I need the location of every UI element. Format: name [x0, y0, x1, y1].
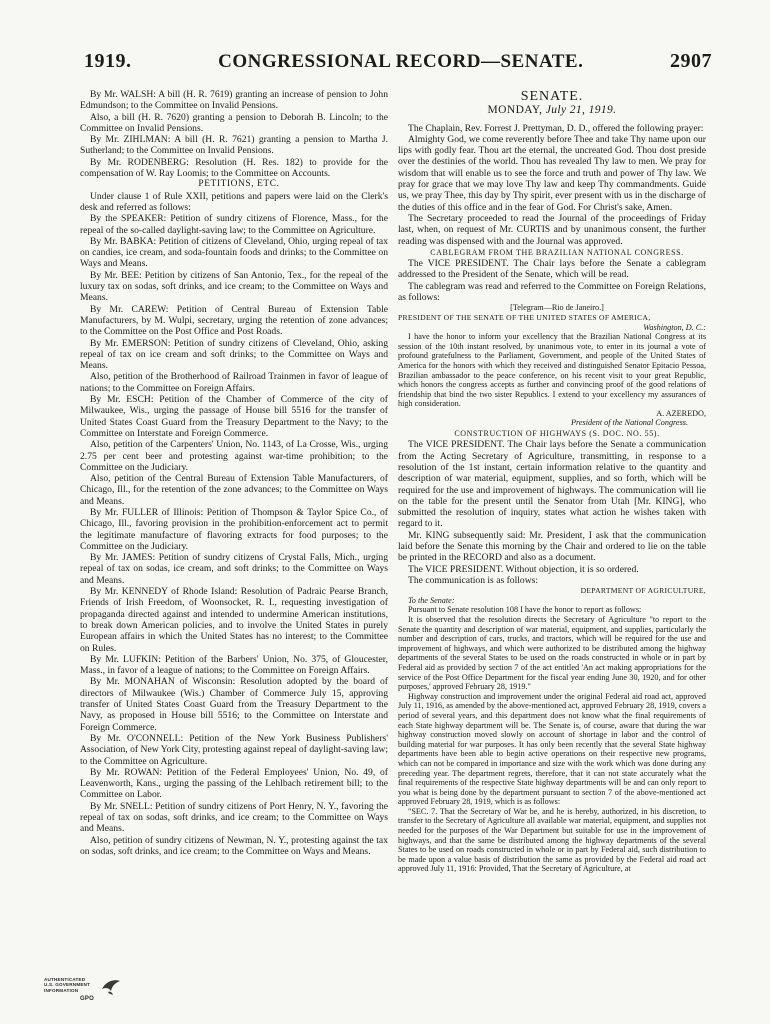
paragraph: Mr. KING subsequently said: Mr. President, I ask that the communication laid before the Senate this morning by the Chair and ordered to lie on the table be printed in the RECORD and also as a document. — [398, 529, 706, 564]
paragraph: By Mr. BABKA: Petition of citizens of Cleveland, Ohio, urging repeal of tax on candies, ice cream, and soda-fountain foods and drinks; to the Committee on Ways and Means. — [80, 235, 388, 270]
header-page-number: 2907 — [669, 50, 712, 72]
paragraph: By the SPEAKER: Petition of sundry citizens of Florence, Mass., for the repeal of the so-called daylight-saving law; to the Committee on Agriculture. — [80, 213, 388, 236]
senate-heading: SENATE. — [520, 89, 584, 104]
paragraph: Under clause 1 of Rule XXII, petitions and papers were laid on the Clerk's desk and referred as follows: — [80, 190, 388, 213]
section-heading-petitions: PETITIONS, ETC. — [198, 179, 280, 190]
session-date — [398, 105, 706, 116]
header-title: CONGRESSIONAL RECORD—SENATE. — [218, 51, 584, 72]
cable-location: Washington, D. C.: — [643, 322, 706, 332]
right-column — [398, 89, 706, 874]
cable-body — [398, 332, 706, 409]
paragraph: Also, petition of the Carpenters' Union, No. 1143, of La Crosse, Wis., urging 2.75 per cent beer and protesting against war-time prohibition; to the Committee on the Judiciary. — [80, 439, 388, 473]
paragraph: Also, petition of the Brotherhood of Railroad Trainmen in favor of league of nations; to the Committee on Foreign Affairs. — [80, 371, 388, 394]
paragraph: It is observed that the resolution directs the Secretary of Agriculture "to report to the Senate the quantity and description of war material, equipment, and supplies, particularly the number and description of cars, trucks, and tractors, which will be required for the use and improvement of highways, and which were authorized to be distributed among the highway departments of the several States to be used on the roads constructed in whole or in part by Federal aid as provided by section 7 of the act entitled 'An act making appropriations for the service of the Post Office Department for the fiscal year ending June 30, 1920, and for other purposes,' approved February 28, 1919." — [398, 615, 706, 692]
paragraph: The cablegram was read and referred to the Committee on Foreign Relations, as follows: — [398, 280, 706, 304]
paragraph: By Mr. KENNEDY of Rhode Island: Resolution of Padraic Pearse Branch, Friends of Irish Freedom, of Woonsocket, R. I., requesting investigation of propaganda directed against and intended to undermine American institutions, to break down American policies, and to involve the United States in purely European affairs in which the United States has no interest; to the Committee on Rules. — [80, 586, 388, 654]
paragraph: By Mr. MONAHAN of Wisconsin: Resolution adopted by the board of directors of Milwaukee (Wis.) Chamber of Commerce July 15, approving transfer of United States Coast Guard from the Treasury Department to the Navy, as proposed in House bill 5516; to the Committee on Interstate and Foreign Commerce. — [80, 676, 388, 733]
stamp-line: U.S. GOVERNMENT — [44, 982, 91, 988]
section-heading-cablegram: CABLEGRAM FROM THE BRAZILIAN NATIONAL CONGRESS. — [430, 247, 684, 257]
paragraph: Pursuant to Senate resolution 108 I have the honor to report as follows: — [408, 605, 642, 615]
paragraph: The communication is as follows: — [408, 574, 539, 586]
paragraph: Also, petition of sundry citizens of Newman, N. Y., protesting against the tax on sodas, soft drinks, and ice cream; to the Committee on Ways and Means. — [80, 834, 388, 857]
paragraph: By Mr. ESCH: Petition of the Chamber of Commerce of the city of Milwaukee, Wis., urging the passage of House bill 5516 for the transfer of United States Coast Guard from the Treasury Department to the Navy; to the Committee on Interstate and Foreign Commerce. — [80, 394, 388, 439]
paragraph: Also, a bill (H. R. 7620) granting a pension to Deborah B. Lincoln; to the Committee on Invalid Pensions. — [80, 111, 388, 134]
paragraph: By Mr. O'CONNELL: Petition of the New York Business Publishers' Association, of New York City, protesting against repeal of daylight-saving law; to the Committee on Agriculture. — [80, 732, 388, 767]
paragraph: Highway construction and improvement under the original Federal aid road act, approved July 11, 1916, as amended by the above-mentioned act, approved February 28, 1919, covers a period of several years, and this department does not know what the final requirements of each State highway department will be. The Senate is, of course, aware that during the war highway construction moved slowly on account of shortage in labor and the control of building material for war purposes. It has only been recently that the several State highway departments have been able to begin active operations on their respective new programs, which can not be compared in importance and size with the work which was done during any preceding year. The department regrets, therefore, that it can not state accurately what the final requirements of the respective State highway departments will be and can only report to you what is being done by the department pursuant to section 7 of the above-mentioned act approved February 28, 1919, which is as follows: — [398, 691, 706, 807]
cable-signature: A. AZEREDO, — [656, 408, 706, 418]
stamp-line: INFORMATION — [44, 987, 79, 993]
paragraph: By Mr. EMERSON: Petition of sundry citizens of Cleveland, Ohio, asking repeal of tax on ice cream and soft drinks; to the Committee on Ways and Means. — [80, 337, 388, 372]
paragraph: "SEC. 7. That the Secretary of War be, and he is hereby, authorized, in his discretion, to transfer to the Secretary of Agriculture all available war material, equipment, and supplies not needed for the purposes of the War Department but suitable for use in the improvement of highways, and that the same be distributed among the highway departments of the several States to be used on roads constructed in whole or in part by Federal aid, such distribution to be made upon a value basis of distribution the same as provided by the Federal aid road act approved July 11, 1916: Provided, That the Secretary of Agriculture, at — [398, 806, 706, 874]
stamp-gpo: GPO — [80, 996, 94, 1002]
cable-signature-title: President of the National Congress. — [571, 418, 688, 428]
header-year: 1919. — [84, 50, 132, 72]
paragraph: By Mr. ZIHLMAN: A bill (H. R. 7621) granting a pension to Martha J. Sutherland; to the Committee on Invalid Pensions. — [80, 134, 388, 157]
prayer-text: Almighty God, we come reverently before Thee and take Thy name upon our lips with godly fear. Thou art the eternal, the uncreated God. Thou dost preside over the destinies of the world. Thou has revealed Thy law to men. We pray for wisdom that will enable us to see the force and truth and power of Thy law. We pray for grace that we may love Thy law and keep Thy commandments. Guide us, we pray Thee, this day by Thy spirit, ever present with us in the discharge of the duties of this office and in the fear of God. For Christ's sake, Amen. — [398, 133, 706, 213]
paragraph: The VICE PRESIDENT. Without objection, it is so ordered. — [408, 563, 639, 575]
paragraph: By Mr. FULLER of Illinois: Petition of Thompson & Taylor Spice Co., of Chicago, Ill., favoring provision in the prohibition-enforcement act to permit the legitimate manufacture of flavoring extracts for food purposes; to the Committee on the Judiciary. — [80, 506, 388, 552]
paragraph: By Mr. ROWAN: Petition of the Federal Employees' Union, No. 49, of Leavenworth, Kans., urging the passing of the Lehlbach retirement bill; to the Committee on Labor. — [80, 766, 388, 801]
paragraph: By Mr. LUFKIN: Petition of the Barbers' Union, No. 375, of Gloucester, Mass., in favor of a league of nations; to the Committee on Foreign Affairs. — [80, 653, 388, 677]
paragraph: I have the honor to inform your excellency that the Brazilian National Congress at its session of the 10th instant resolved, by unanimous vote, to enter in its journal a vote of profound gratefulness to the Parliament, Government, and people of the United States of America for the honors with which they received and distinguished Senator Epitacio Pessoa, Brazilian ambassador to the peace conference, on his recent visit to your great Republic, which honors the congress accepts as further and convincing proof of the good relations of friendship that bind the two sister Republics. I extend to your excellency my assurances of high consideration. — [398, 332, 706, 409]
cable-addressee: PRESIDENT OF THE SENATE OF THE UNITED STATES OF AMERICA, — [398, 312, 651, 322]
eagle-icon — [100, 977, 122, 999]
date-weekday: MONDAY, — [487, 104, 543, 117]
telegram-line: [Telegram—Rio de Janeiro.] — [510, 303, 604, 313]
paragraph: By Mr. BEE: Petition by citizens of San Antonio, Tex., for the repeal of the luxury tax on sodas, soft drinks, and ice cream; to the Committee on Ways and Means. — [80, 269, 388, 304]
date-text: July 21, 1919. — [545, 104, 617, 117]
paragraph: By Mr. CAREW: Petition of Central Bureau of Extension Table Manufacturers, by M. Wulpi, secretary, urging the retention of zone advances; to the Committee on the Post Office and Post Roads. — [80, 303, 388, 338]
department-line: DEPARTMENT OF AGRICULTURE, — [580, 586, 706, 596]
left-column — [80, 89, 388, 857]
stamp-line: AUTHENTICATED — [44, 977, 86, 982]
paragraph: The Chaplain, Rev. Forrest J. Prettyman, D. D., offered the following prayer: — [408, 122, 704, 134]
paragraph: By Mr. RODENBERG: Resolution (H. Res. 182) to provide for the compensation of W. Ray Loomis; to the Committee on Accounts. — [80, 156, 388, 180]
page-header — [84, 50, 712, 80]
paragraph: By Mr. SNELL: Petition of sundry citizens of Port Henry, N. Y., favoring the repeal of tax on sodas, soft drinks, and ice cream; to the Committee on Ways and Means. — [80, 800, 388, 835]
authentication-stamp — [44, 977, 124, 1013]
paragraph: Also, petition of the Central Bureau of Extension Table Manufacturers, of Chicago, Ill., for the retention of the zone advances; to the Committee on Ways and Means. — [80, 473, 388, 507]
section-heading-highways: CONSTRUCTION OF HIGHWAYS (S. DOC. NO. 55). — [454, 429, 660, 439]
letter-body — [398, 605, 706, 874]
paragraph: By Mr. JAMES: Petition of sundry citizens of Crystal Falls, Mich., urging repeal of tax on sodas, ice cream, and soft drinks; to the Committee on Ways and Means. — [80, 552, 388, 586]
paragraph: By Mr. WALSH: A bill (H. R. 7619) granting an increase of pension to John Edmundson; to the Committee on Invalid Pensions. — [80, 89, 388, 112]
letter-address: To the Senate: — [408, 595, 455, 605]
paragraph: The VICE PRESIDENT. The Chair lays before the Senate a communication from the Acting Secretary of Agriculture, transmitting, in response to a resolution of the 1st instant, certain information relative to the quantity and description of war material, equipment, supplies, and so forth, which will be required for the use and improvement of highways. The communication will lie on the table for the present until the Senator from Utah [Mr. KING], who submitted the resolution of inquiry, states what action he wishes taken with regard to it. — [398, 439, 706, 530]
paragraph: The VICE PRESIDENT. The Chair lays before the Senate a cablegram addressed to the President of the Senate, which will be read. — [398, 258, 706, 281]
paragraph: The Secretary proceeded to read the Journal of the proceedings of Friday last, when, on request of Mr. CURTIS and by unanimous consent, the further reading was dispensed with and the Journal was approved. — [398, 212, 706, 247]
